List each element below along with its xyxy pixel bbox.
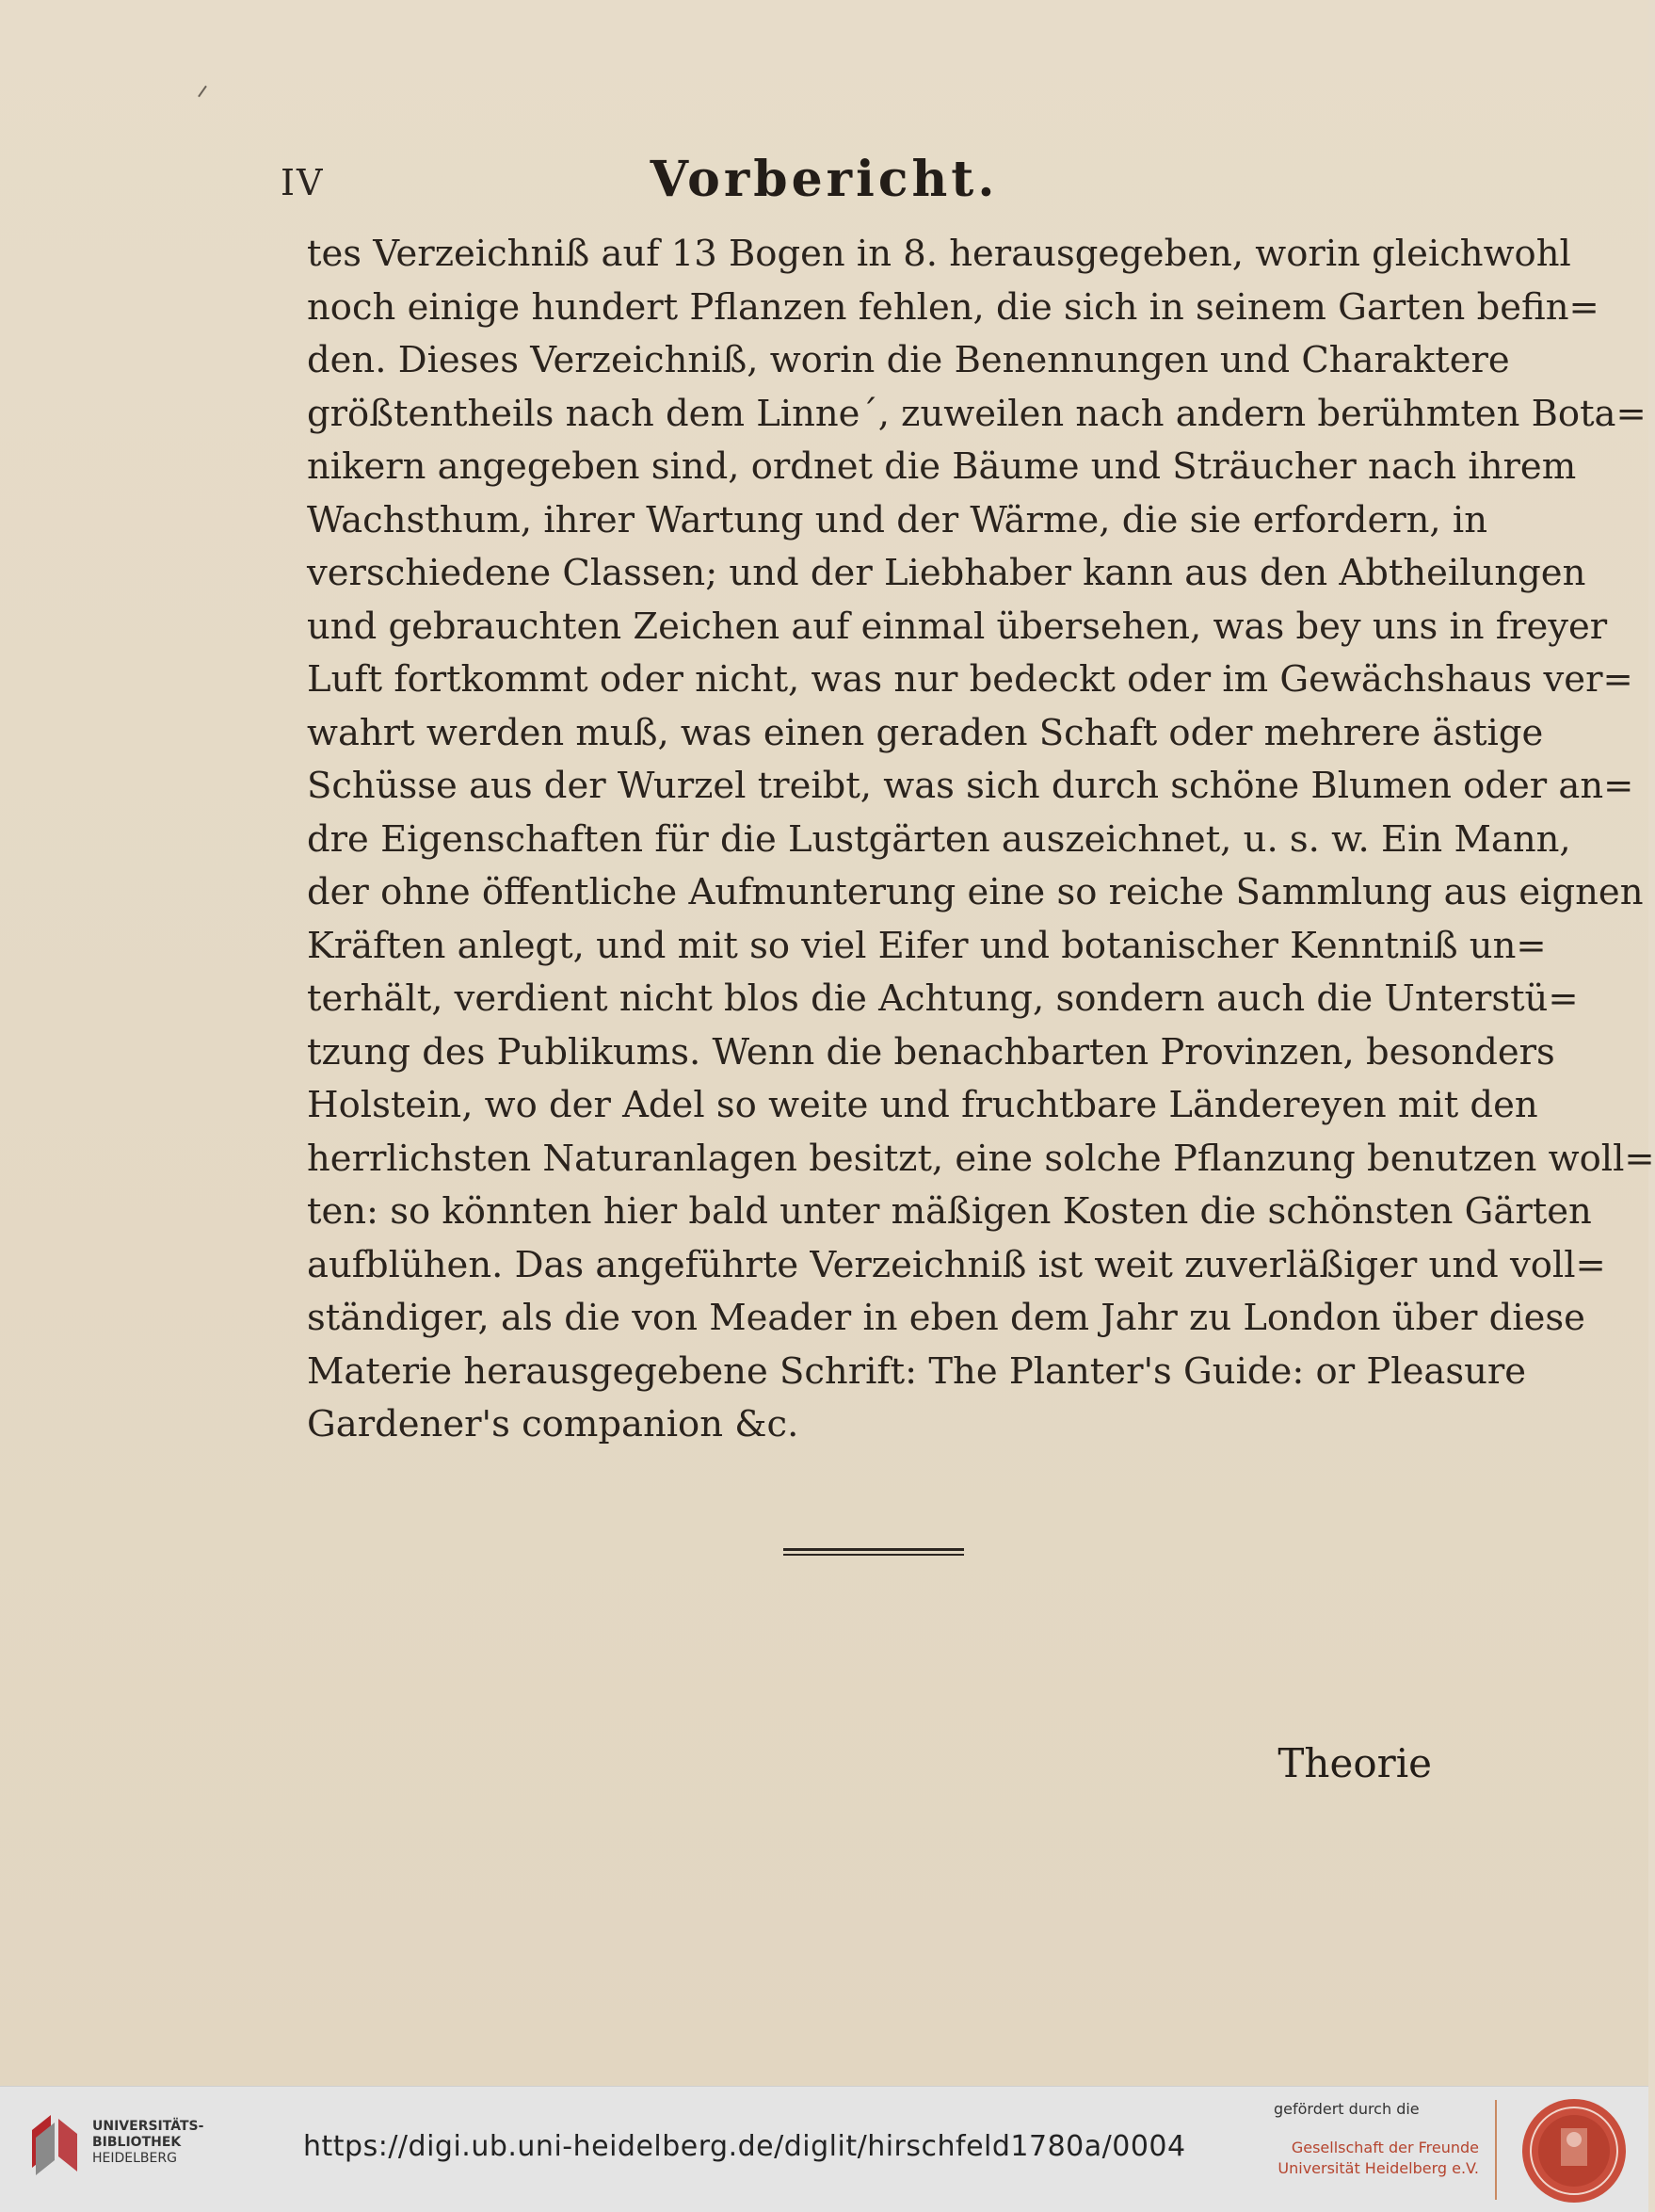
catchword: Theorie — [1277, 1740, 1432, 1786]
text-line: dre Eigenschaften für die Lustgärten auszeichnet, u. s. w. Ein Mann, — [307, 817, 1571, 861]
footer-bar — [0, 2086, 1648, 2212]
library-name — [92, 2119, 203, 2167]
text-line: ten: so könnten hier bald unter mäßigen Kosten die schönsten Gärten — [307, 1190, 1592, 1233]
text-line: terhält, verdient nicht blos die Achtung, sondern auch die Unterstü= — [307, 977, 1579, 1020]
text-line: den. Dieses Verzeichniß, worin die Benennungen und Charaktere — [307, 339, 1510, 381]
section-divider — [783, 1548, 964, 1558]
text-line: nikern angegeben sind, ordnet die Bäume und Sträucher nach ihrem — [307, 445, 1577, 488]
text-line: der ohne öffentliche Aufmunterung eine so reiche Sammlung aus eignen — [307, 871, 1644, 913]
text-line: Kräften anlegt, und mit so viel Eifer und botanischer Kenntniß un= — [307, 924, 1547, 967]
text-line: aufblühen. Das angeführte Verzeichniß ist weit zuverläßiger und voll= — [307, 1243, 1606, 1286]
text-line: wahrt werden muß, was einen geraden Schaft oder mehrere ästige — [307, 711, 1544, 754]
text-line: Gardener's companion &c. — [307, 1403, 799, 1445]
university-seal-icon — [1519, 2096, 1629, 2205]
library-name-line: UNIVERSITÄTS- — [92, 2119, 204, 2134]
library-name-line: BIBLIOTHEK — [92, 2135, 182, 2150]
library-name-line: HEIDELBERG — [92, 2151, 177, 2166]
society-name-line: Gesellschaft der Freunde — [1291, 2139, 1479, 2156]
library-logo-icon — [23, 2111, 83, 2179]
running-head: Vorbericht. — [650, 151, 999, 208]
text-line: ständiger, als die von Meader in eben dem Jahr zu London über diese — [307, 1297, 1585, 1339]
footer-divider — [1495, 2100, 1497, 2200]
text-line: Luft fortkommt oder nicht, was nur bedeckt oder im Gewächshaus ver= — [307, 658, 1633, 701]
text-line: Wachsthum, ihrer Wartung und der Wärme, die sie erfordern, in — [307, 498, 1488, 541]
funded-by-label: gefördert durch die — [1274, 2100, 1420, 2118]
text-line: tes Verzeichniß auf 13 Bogen in 8. herausgegeben, worin gleichwohl — [307, 233, 1571, 275]
society-name — [1277, 2138, 1479, 2179]
text-line: verschiedene Classen; und der Liebhaber kann aus den Abtheilungen — [307, 552, 1586, 594]
divider-rule — [783, 1554, 964, 1556]
body-text — [307, 228, 1655, 1452]
text-line: Schüsse aus der Wurzel treibt, was sich durch schöne Blumen oder an= — [307, 765, 1634, 807]
text-line: und gebrauchten Zeichen auf einmal übersehen, was bey uns in freyer — [307, 605, 1608, 648]
text-line: noch einige hundert Pflanzen fehlen, die sich in seinem Garten befin= — [307, 285, 1599, 329]
page-number: IV — [281, 162, 325, 203]
permalink[interactable]: https://digi.ub.uni-heidelberg.de/diglit/hirschfeld1780a/0004 — [303, 2130, 1186, 2163]
divider-rule — [783, 1548, 964, 1551]
text-line: Materie herausgegebene Schrift: The Planter's Guide: or Pleasure — [307, 1349, 1527, 1393]
text-line: tzung des Publikums. Wenn die benachbarten Provinzen, besonders — [307, 1030, 1555, 1074]
society-name-line: Universität Heidelberg e.V. — [1277, 2159, 1479, 2177]
text-line: größtentheils nach dem Linne´, zuweilen nach andern berühmten Bota= — [307, 392, 1647, 435]
pencil-mark — [198, 86, 207, 98]
text-line: Holstein, wo der Adel so weite und fruchtbare Ländereyen mit den — [307, 1084, 1538, 1126]
text-line: herrlichsten Naturanlagen besitzt, eine solche Pflanzung benutzen woll= — [307, 1137, 1655, 1180]
